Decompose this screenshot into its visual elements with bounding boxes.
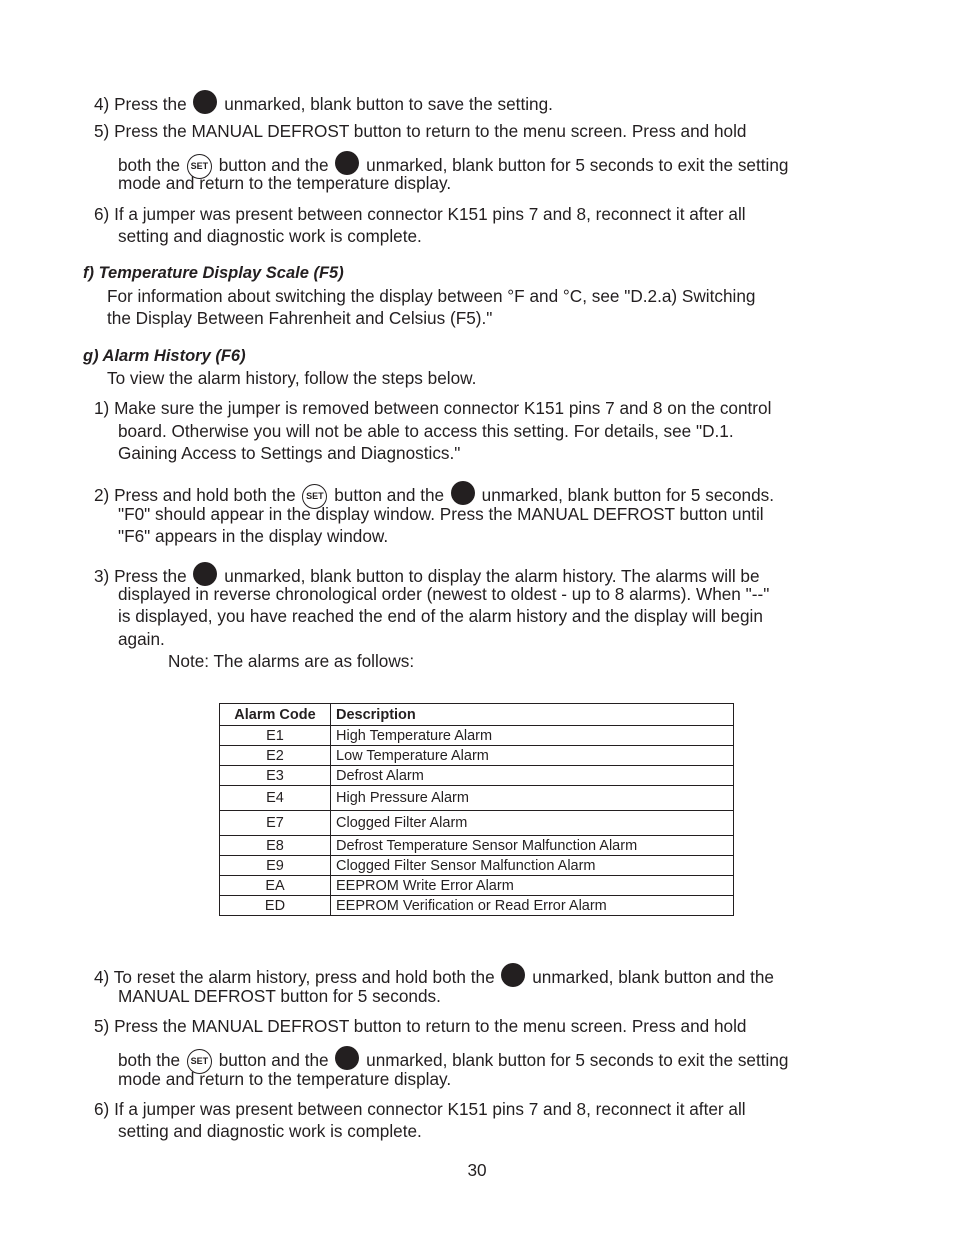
step-g3-line3: is displayed, you have reached the end of the alarm history and the display will begin	[118, 606, 763, 626]
table-row	[220, 766, 734, 786]
step-a5-line1	[94, 121, 747, 141]
step-text: Press the MANUAL DEFROST button to return to the menu screen. Press and hold	[114, 1016, 747, 1036]
alarm-code-cell: E9	[220, 856, 331, 876]
blank-button-icon	[193, 562, 217, 586]
step-g3-line2: displayed in reverse chronological order (newest to oldest - up to 8 alarms). When "--"	[118, 584, 770, 604]
section-f-body-line1: For information about switching the display between °F and °C, see "D.2.a) Switching	[107, 286, 756, 306]
step-a6-line1	[94, 204, 746, 224]
step-text: If a jumper was present between connector K151 pins 7 and 8, reconnect it after all	[114, 1099, 746, 1119]
step-a6-line2	[118, 226, 422, 246]
alarm-code-cell: E7	[220, 811, 331, 836]
step-g3-line4: again.	[118, 629, 165, 649]
table-row	[220, 836, 734, 856]
step-text: unmarked, blank button for 5 seconds to exit the setting	[366, 155, 789, 175]
step-b6-line2: setting and diagnostic work is complete.	[118, 1121, 422, 1141]
section-g-heading: g) Alarm History (F6)	[83, 347, 246, 365]
table-row	[220, 876, 734, 896]
step-text: unmarked, blank button for 5 seconds.	[481, 485, 775, 505]
section-g-intro: To view the alarm history, follow the steps below.	[107, 368, 477, 388]
alarm-description-cell: Clogged Filter Alarm	[331, 811, 734, 836]
alarm-description-cell: High Pressure Alarm	[331, 786, 734, 811]
blank-button-icon	[451, 481, 475, 505]
table-row	[220, 786, 734, 811]
alarm-note: Note: The alarms are as follows:	[168, 651, 415, 671]
page-number: 30	[467, 1160, 487, 1180]
step-text: button and the	[334, 485, 445, 505]
alarm-code-cell: E4	[220, 786, 331, 811]
step-number: 2)	[94, 485, 110, 505]
alarm-code-cell: E1	[220, 726, 331, 746]
table-row	[220, 746, 734, 766]
alarm-code-table	[219, 703, 734, 916]
blank-button-icon	[335, 1046, 359, 1070]
blank-button-icon	[193, 90, 217, 114]
step-g1-line2: board. Otherwise you will not be able to access this setting. For details, see "D.1.	[118, 421, 734, 441]
table-row	[220, 896, 734, 916]
set-button-icon: SET	[302, 484, 327, 509]
step-text: unmarked, blank button for 5 seconds to exit the setting	[366, 1050, 789, 1070]
set-button-icon: SET	[187, 154, 212, 179]
step-g2-line2: "F0" should appear in the display window. Press the MANUAL DEFROST button until	[118, 504, 764, 524]
alarm-code-cell: E8	[220, 836, 331, 856]
column-header-description: Description	[331, 704, 734, 726]
step-a5-line3	[118, 173, 451, 193]
step-g3-line1	[94, 562, 760, 586]
step-text: To reset the alarm history, press and hold both the	[113, 967, 495, 987]
section-f-body-line2: the Display Between Fahrenheit and Celsius (F5)."	[107, 308, 493, 328]
step-number: 3)	[94, 566, 110, 586]
alarm-description-cell: EEPROM Verification or Read Error Alarm	[331, 896, 734, 916]
step-text: Press the	[114, 94, 187, 114]
step-g1-line3: Gaining Access to Settings and Diagnostics."	[118, 443, 461, 463]
alarm-description-cell: Low Temperature Alarm	[331, 746, 734, 766]
alarm-code-cell: ED	[220, 896, 331, 916]
step-text: unmarked, blank button to display the alarm history. The alarms will be	[224, 566, 760, 586]
alarm-description-cell: Defrost Alarm	[331, 766, 734, 786]
step-text: Make sure the jumper is removed between connector K151 pins 7 and 8 on the control	[114, 398, 772, 418]
step-b4-line1	[94, 963, 774, 987]
alarm-code-cell: EA	[220, 876, 331, 896]
step-b5-line1	[94, 1016, 747, 1036]
step-number: 5)	[94, 121, 110, 141]
step-b4-line2: MANUAL DEFROST button for 5 seconds.	[118, 986, 441, 1006]
blank-button-icon	[501, 963, 525, 987]
step-text: Press the	[114, 566, 187, 586]
step-number: 6)	[94, 204, 110, 224]
column-header-alarm-code: Alarm Code	[220, 704, 331, 726]
alarm-description-cell: High Temperature Alarm	[331, 726, 734, 746]
table-row	[220, 726, 734, 746]
step-number: 6)	[94, 1099, 110, 1119]
step-g1-line1	[94, 398, 771, 418]
step-number: 5)	[94, 1016, 110, 1036]
step-a4	[94, 90, 553, 114]
table-row	[220, 856, 734, 876]
step-text: both the	[118, 1050, 181, 1070]
step-number: 4)	[94, 94, 110, 114]
step-text: both the	[118, 155, 181, 175]
alarm-description-cell: EEPROM Write Error Alarm	[331, 876, 734, 896]
alarm-code-cell: E3	[220, 766, 331, 786]
step-number: 1)	[94, 398, 110, 418]
section-f-heading: f) Temperature Display Scale (F5)	[83, 264, 344, 282]
step-text: setting and diagnostic work is complete.	[118, 226, 422, 246]
step-text: unmarked, blank button and the	[532, 967, 774, 987]
alarm-description-cell: Clogged Filter Sensor Malfunction Alarm	[331, 856, 734, 876]
step-text: mode and return to the temperature display.	[118, 173, 452, 193]
table-row	[220, 811, 734, 836]
table-header-row	[220, 704, 734, 726]
step-text: If a jumper was present between connector K151 pins 7 and 8, reconnect it after all	[114, 204, 746, 224]
step-number: 4)	[94, 967, 110, 987]
step-text: unmarked, blank button to save the setting.	[224, 94, 553, 114]
alarm-description-cell: Defrost Temperature Sensor Malfunction Alarm	[331, 836, 734, 856]
step-text: button and the	[218, 155, 329, 175]
set-button-icon: SET	[187, 1049, 212, 1074]
step-text: Press the MANUAL DEFROST button to return to the menu screen. Press and hold	[114, 121, 747, 141]
step-b5-line3: mode and return to the temperature display.	[118, 1069, 452, 1089]
step-b6-line1	[94, 1099, 746, 1119]
step-text: Press and hold both the	[114, 485, 296, 505]
step-text: button and the	[218, 1050, 329, 1070]
blank-button-icon	[335, 151, 359, 175]
alarm-code-cell: E2	[220, 746, 331, 766]
step-g2-line3: "F6" appears in the display window.	[118, 526, 389, 546]
